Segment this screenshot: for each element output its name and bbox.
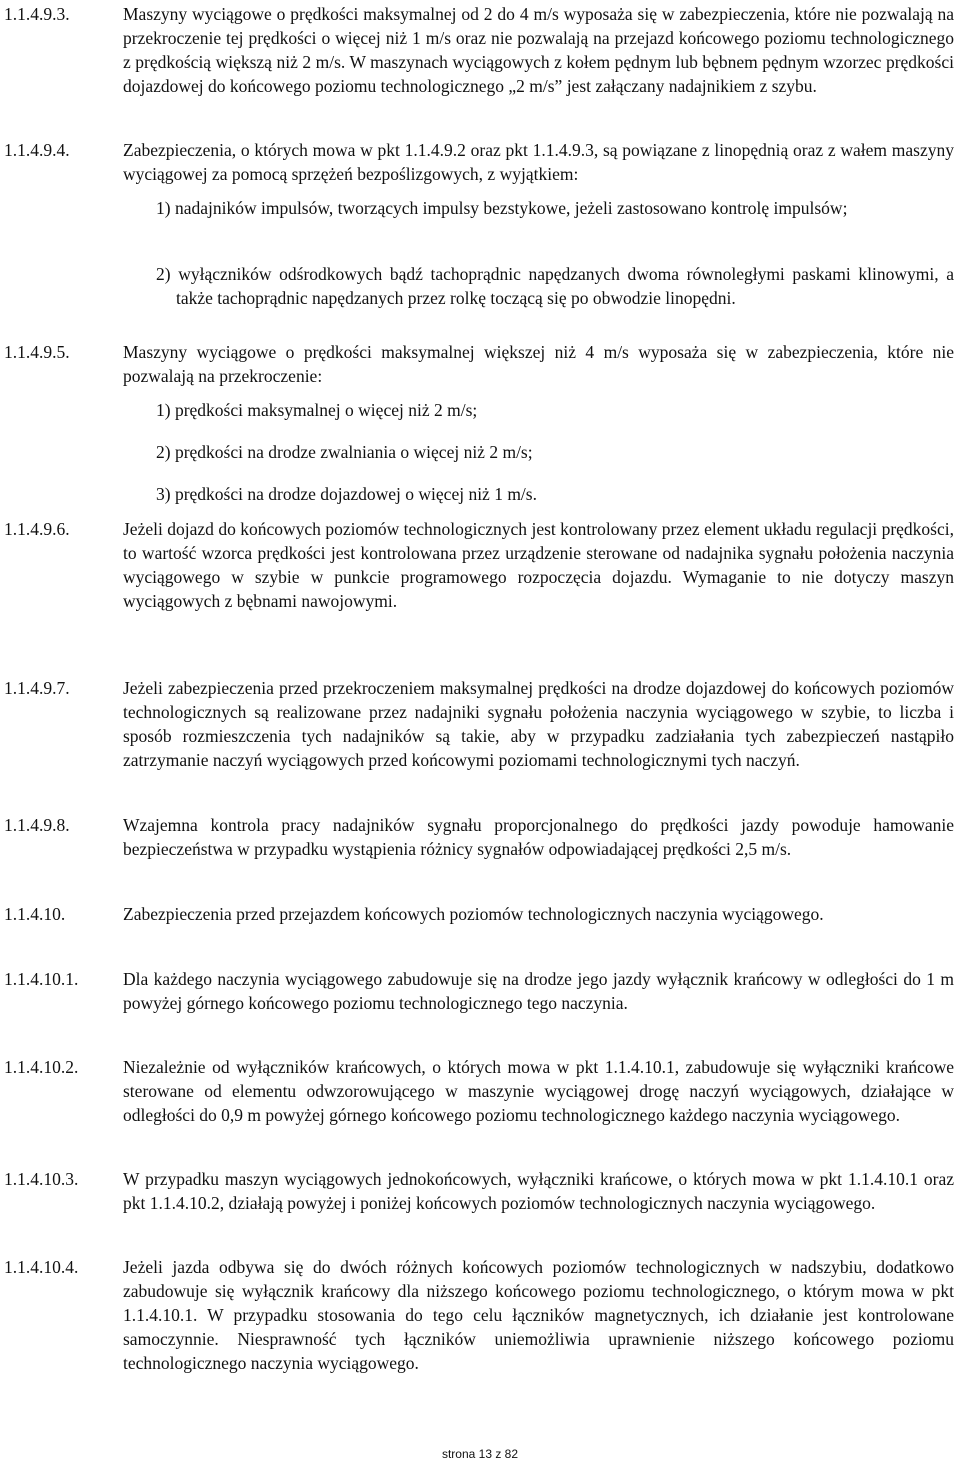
section-text: Jeżeli dojazd do końcowych poziomów technologicznych jest kontrolowany przez element układu regulacji prędkości, to wartość wzorca prędkości jest kontrolowana przez urządzenie sterowane od nadajnika sygnału położenia naczynia wyciągowego w szybie w punkcie programowego rozpoczęcia dojazdu. Wymaganie to nie dotyczy maszyn wyciągowych z bębnami nawojowymi. (123, 519, 954, 611)
list-item: 1) prędkości maksymalnej o więcej niż 2 m/s; (156, 400, 478, 420)
section-number: 1.1.4.10.3. (4, 1169, 79, 1189)
section-text: Maszyny wyciągowe o prędkości maksymalnej większej niż 4 m/s wyposaża się w zabezpieczenia, które nie pozwalają na przekroczenie: (123, 342, 954, 386)
section-number: 1.1.4.9.5. (4, 342, 70, 362)
section-number: 1.1.4.10. (4, 904, 66, 924)
page-number: strona 13 z 82 (441, 1447, 519, 1461)
list-item: 2) prędkości na drodze zwalniania o więcej niż 2 m/s; (156, 442, 533, 462)
section-text: Dla każdego naczynia wyciągowego zabudowuje się na drodze jego jazdy wyłącznik krańcowy w odległości do 1 m powyżej górnego końcowego poziomu technologicznego tego naczynia. (123, 969, 954, 1013)
section-text: W przypadku maszyn wyciągowych jednokońcowych, wyłączniki krańcowe, o których mowa w pkt 1.1.4.10.1 oraz pkt 1.1.4.10.2, działają powyżej i poniżej końcowych poziomów technologicznych naczynia wyciągowego. (123, 1169, 954, 1213)
section-number: 1.1.4.9.3. (4, 4, 70, 24)
section-text: Niezależnie od wyłączników krańcowych, o których mowa w pkt 1.1.4.10.1, zabudowuje się wyłączniki krańcowe sterowane od elementu odwzorowującego w maszynie wyciągowej drogę naczyń wyciągowych, działające w odległości do 0,9 m powyżej górnego końcowego poziomu technologicznego każdego naczynia wyciągowego. (123, 1057, 954, 1125)
section-text: Jeżeli zabezpieczenia przed przekroczeniem maksymalnej prędkości na drodze dojazdowej do końcowych poziomów technologicznych są realizowane przez nadajniki sygnału położenia naczynia wyciągowego w szybie, to liczba i sposób rozmieszczenia tych nadajników są takie, aby w przypadku zadziałania tych zabezpieczeń nastąpiło zatrzymanie naczyń wyciągowych przed końcowymi poziomami technologicznymi tych naczyń. (123, 678, 954, 770)
section-text: Maszyny wyciągowe o prędkości maksymalnej od 2 do 4 m/s wyposaża się w zabezpieczenia, które nie pozwalają na przekroczenie tej prędkości o więcej niż 1 m/s oraz nie pozwalają na przejazd końcowego poziomu technologicznego z prędkością większą niż 2 m/s. W maszynach wyciągowych z kołem pędnym lub bębnem pędnym wzorzec prędkości dojazdowej do końcowego poziomu technologicznego „2 m/s” jest załączany nadajnikiem z szybu. (123, 4, 954, 96)
section-number: 1.1.4.10.4. (4, 1257, 79, 1277)
section-text: Zabezpieczenia przed przejazdem końcowych poziomów technologicznych naczynia wyciągowego. (123, 904, 824, 924)
list-item: 1) nadajników impulsów, tworzących impulsy bezstykowe, jeżeli zastosowano kontrolę impulsów; (156, 198, 848, 218)
list-item: 2) wyłączników odśrodkowych bądź tachoprądnic napędzanych dwoma równoległymi paskami klinowymi, a także tachoprądnic napędzanych przez rolkę toczącą się po obwodzie linopędni. (156, 264, 954, 308)
section-number: 1.1.4.10.1. (4, 969, 79, 989)
section-number: 1.1.4.10.2. (4, 1057, 79, 1077)
section-number: 1.1.4.9.6. (4, 519, 70, 539)
section-number: 1.1.4.9.8. (4, 815, 70, 835)
section-number: 1.1.4.9.7. (4, 678, 70, 698)
section-number: 1.1.4.9.4. (4, 140, 70, 160)
section-text: Wzajemna kontrola pracy nadajników sygnału proporcjonalnego do prędkości jazdy powoduje hamowanie bezpieczeństwa w przypadku wystąpienia różnicy sygnałów odpowiadającej prędkości 2,5 m/s. (123, 815, 954, 859)
section-text: Jeżeli jazda odbywa się do dwóch różnych końcowych poziomów technologicznych w nadszybiu, dodatkowo zabudowuje się wyłącznik krańcowy dla niższego końcowego poziomu technologicznego, o którym mowa w pkt 1.1.4.10.1. W przypadku stosowania do tego celu łączników magnetycznych, ich działanie jest kontrolowane samoczynnie. Niesprawność tych łączników uniemożliwia uprawnienie niższego końcowego poziomu technologicznego naczynia wyciągowego. (123, 1257, 954, 1373)
list-item: 3) prędkości na drodze dojazdowej o więcej niż 1 m/s. (156, 484, 537, 504)
section-text: Zabezpieczenia, o których mowa w pkt 1.1.4.9.2 oraz pkt 1.1.4.9.3, są powiązane z linopędnią oraz z wałem maszyny wyciągowej za pomocą sprzężeń bezpoślizgowych, z wyjątkiem: (123, 140, 954, 184)
